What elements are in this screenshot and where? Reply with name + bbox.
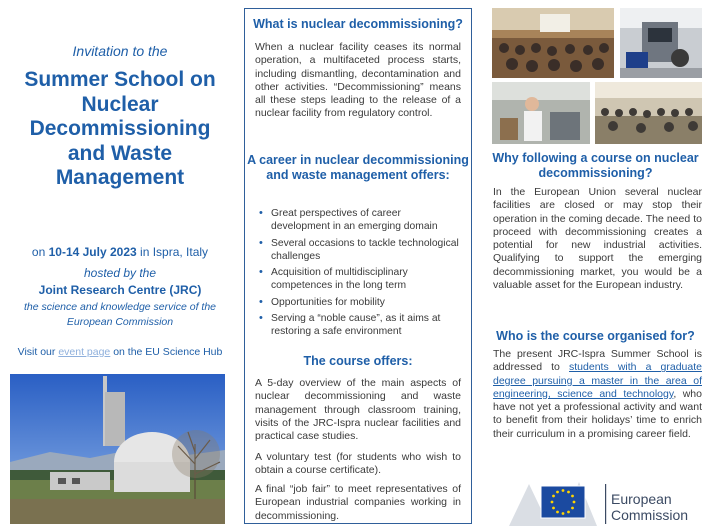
title-line: Nuclear [81, 92, 159, 116]
page-title [0, 68, 240, 191]
host-description-line: European Commission [66, 316, 174, 328]
event-date [0, 245, 240, 259]
left-column [0, 0, 240, 532]
paragraph-what-is-decommissioning: When a nuclear facility ceases its normal operation, a multifaceted process starts, including dismantling, decontamination and other activities. “Decommissioning” means all these steps leading to the release of a nuclear facility from regulatory control. [255, 41, 461, 120]
paragraph-offers-test: A voluntary test (for students who wish to obtain a course certificate). [255, 451, 461, 477]
paragraph-offers-job-fair: A final “job fair” to meet representatives of European industrial companies working in decommissioning. [255, 483, 461, 522]
date-range: 10-14 July 2023 [48, 245, 137, 259]
technician-photo [492, 82, 590, 144]
host-description-line: the science and knowledge service of the [23, 301, 217, 313]
title-line: and Waste [67, 141, 173, 165]
title-line: Summer School on [24, 68, 216, 91]
heading-who-for: Who is the course organised for? [496, 329, 695, 343]
heading-what-is-decommissioning: What is nuclear decommissioning? [253, 17, 463, 31]
seminar-photo [595, 82, 702, 144]
classroom-photo [492, 8, 614, 78]
paragraph-who-for [493, 348, 702, 441]
visit-prefix: Visit our [17, 346, 59, 358]
heading-course-offers: The course offers: [303, 354, 413, 368]
who-prefix: The present JRC-Ispra Summer School is addressed to [493, 348, 702, 374]
title-line: Decommissioning [29, 117, 211, 140]
list-item: • Serving a “noble cause”, as it aims at restoring a safe environment [259, 312, 461, 338]
title-line: Management [55, 166, 185, 189]
date-location: in Ispra, Italy [136, 245, 209, 259]
invitation-label: Invitation to the [72, 43, 168, 59]
heading-why-course: Why following a course on nuclear decommissioning? [492, 151, 699, 180]
paragraph-offers-overview: A 5-day overview of the main aspects of nuclear decommissioning and waste management through classroom training, visits of the JRC-Ispra nuclear facilities and practical case studies. [255, 377, 461, 443]
laboratory-photo [620, 8, 702, 78]
european-commission-wordmark [611, 491, 688, 523]
target-audience-link: students with a graduate degree pursuing a master in the area of engineering, science and technology [493, 361, 702, 400]
event-page-link[interactable]: event page [58, 346, 111, 358]
visit-line [0, 346, 240, 358]
host-description [0, 300, 240, 330]
reactor-photo [10, 374, 225, 524]
host-name: Joint Research Centre (JRC) [38, 283, 202, 297]
date-prefix: on [31, 245, 49, 259]
who-suffix: , who have not yet a professional activity and want to benefit from their holidays’ time to enrich their curriculum in a promising career field. [493, 387, 702, 440]
visit-suffix: on the EU Science Hub [110, 346, 223, 358]
list-item: • Opportunities for mobility [259, 296, 461, 309]
list-item: • Several occasions to tackle technological challenges [259, 237, 461, 263]
logo-line: European [611, 491, 672, 507]
hosted-label: hosted by the [83, 266, 157, 280]
career-list [245, 207, 471, 342]
paragraph-why-course: In the European Union several nuclear facilities are closed or may stop their operation in the coming decade. The need to proceed with decommissioning creates a potential for new industrial activities. Qualifying to support the emerging decommissioning market, you would be a valuable asset for the European industry. [493, 186, 702, 292]
list-item: • Great perspectives of career development in an emerging domain [259, 207, 461, 233]
heading-career: A career in nuclear decommissioning and waste management offers: [247, 153, 469, 182]
right-column [489, 0, 718, 532]
middle-panel [244, 8, 472, 524]
list-item: • Acquisition of multidisciplinary competences in the long term [259, 266, 461, 292]
logo-line: Commission [611, 507, 689, 523]
